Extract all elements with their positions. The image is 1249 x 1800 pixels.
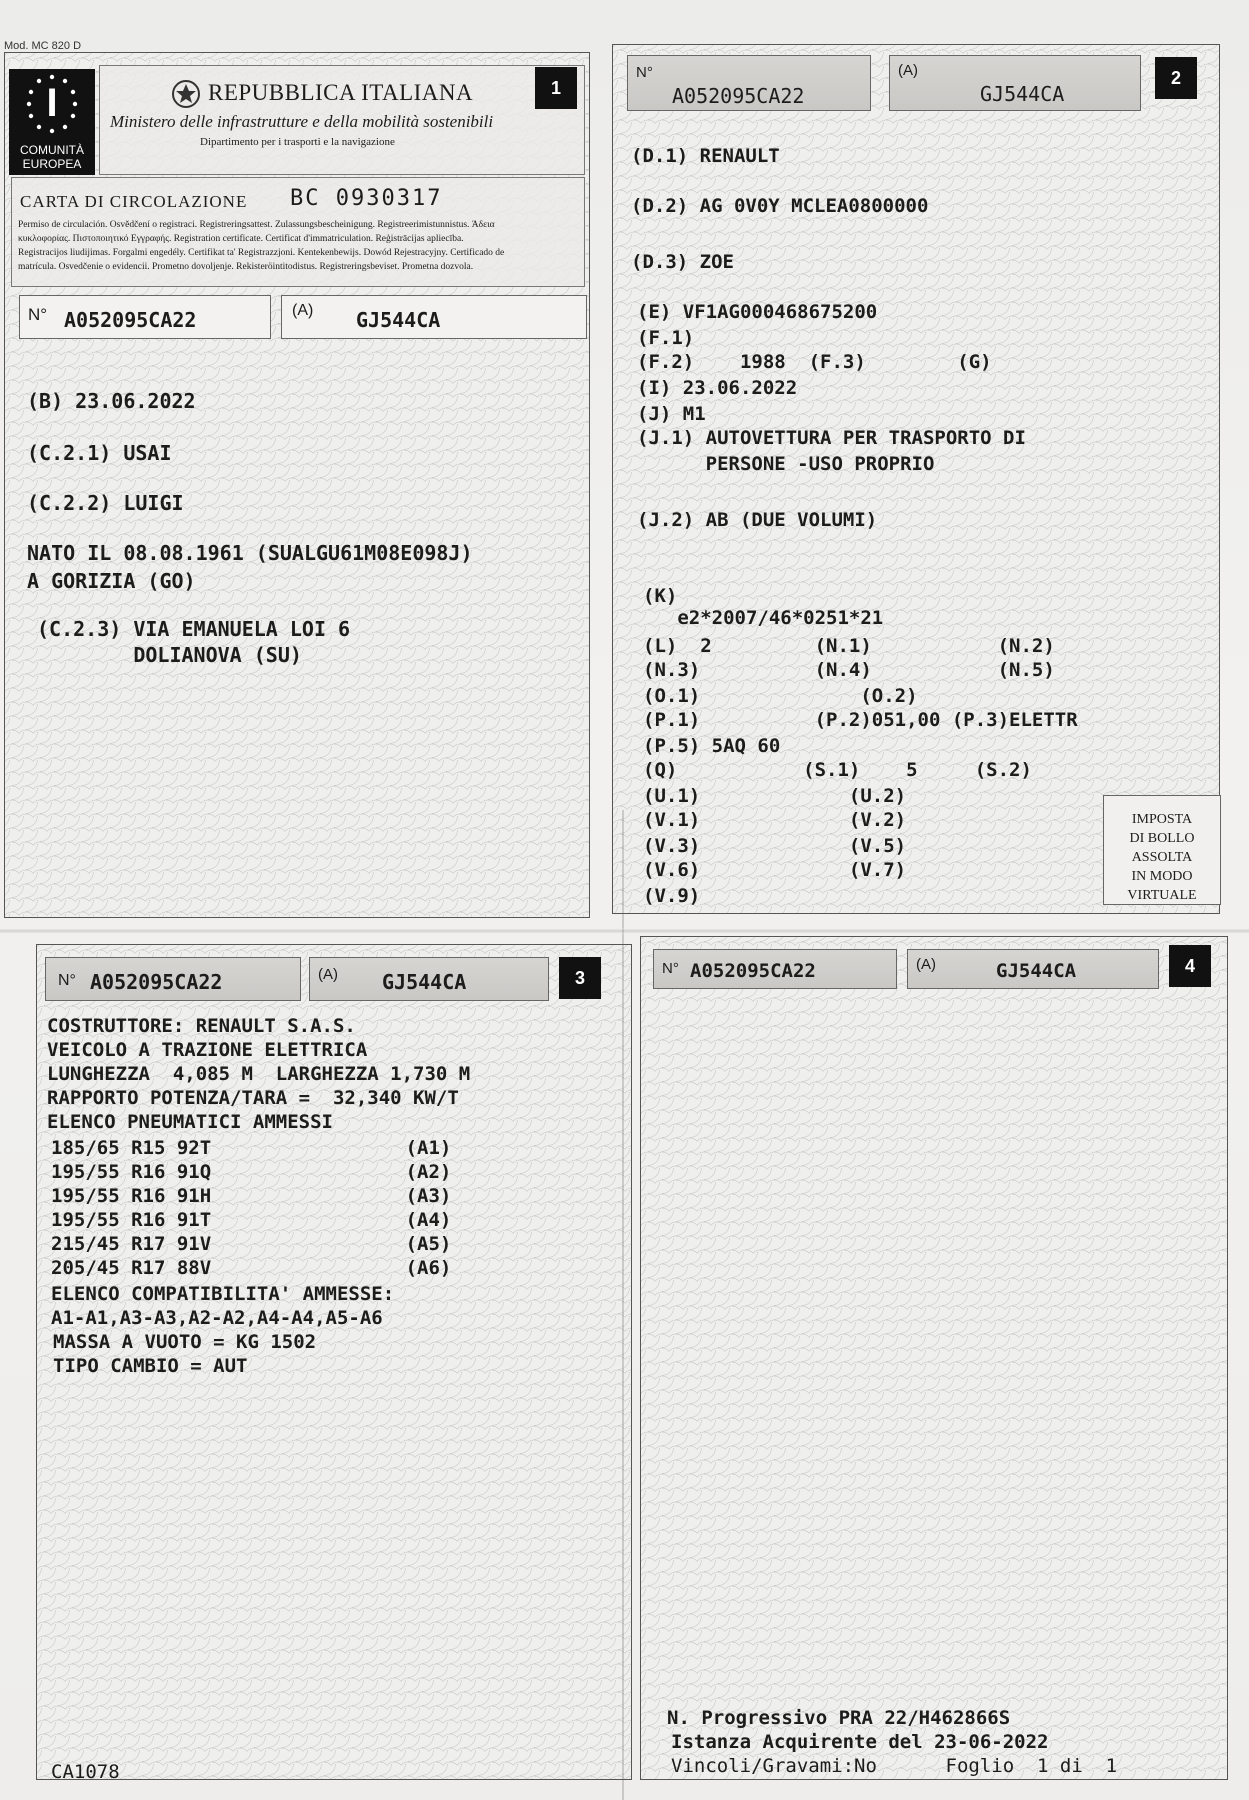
eu-label-2: EUROPEA xyxy=(22,157,82,171)
department-name: Dipartimento per i trasporti e la navigazione xyxy=(200,136,395,148)
panel-1-plate-box xyxy=(281,295,587,339)
field-k: (K) xyxy=(643,585,678,607)
tyre-a6: 205/45 R17 88V (A6) xyxy=(51,1257,452,1279)
field-v6-v7: (V.6) (V.7) xyxy=(643,859,907,881)
field-j1: (J.1) AUTOVETTURA PER TRASPORTO DI xyxy=(637,427,1026,449)
plate-value: GJ544CA xyxy=(996,960,1077,982)
field-j2: (J.2) AB (DUE VOLUMI) xyxy=(637,509,878,531)
tyre-a1: 185/65 R15 92T (A1) xyxy=(51,1137,452,1159)
plate-label: (A) xyxy=(318,966,338,983)
doc-number-value: A052095CA22 xyxy=(672,84,805,108)
eu-label-1: COMUNITÀ xyxy=(20,143,84,157)
field-f2-f3-g: (F.2) 1988 (F.3) (G) xyxy=(637,351,992,373)
field-n3-n4-n5: (N.3) (N.4) (N.5) xyxy=(643,659,1055,681)
field-q-s1-s2: (Q) (S.1) 5 (S.2) xyxy=(643,759,1032,781)
card-number: BC 0930317 xyxy=(290,186,443,211)
translations-line-1: Permiso de circulación. Osvědčení o registraci. Registreringsattest. Zulassungsbescheinigung. Registreerimistunnistus. Άδεια xyxy=(18,220,495,230)
stamp-duty-box xyxy=(1103,795,1221,905)
doc-number-label: N° xyxy=(58,972,76,989)
footer-code: CA1078 xyxy=(51,1761,120,1783)
doc-number-value: A052095CA22 xyxy=(690,960,816,982)
traction-line: VEICOLO A TRAZIONE ELETTRICA xyxy=(47,1039,368,1061)
tyre-a3: 195/55 R16 91H (A3) xyxy=(51,1185,452,1207)
registration-date: (B) 23.06.2022 xyxy=(27,389,196,413)
field-f1: (F.1) xyxy=(637,327,695,349)
buyer-request: Istanza Acquirente del 23-06-2022 xyxy=(671,1731,1049,1753)
pra-progressive: N. Progressivo PRA 22/H462866S xyxy=(667,1707,1011,1729)
field-v1-v2: (V.1) (V.2) xyxy=(643,809,907,831)
plate-label: (A) xyxy=(916,956,936,973)
plate-value: GJ544CA xyxy=(356,308,441,332)
republic-title: REPUBBLICA ITALIANA xyxy=(208,80,474,105)
owner-name: (C.2.2) LUIGI xyxy=(27,491,184,515)
panel-1-doc-number-box xyxy=(19,295,271,339)
tyre-a5: 215/45 R17 91V (A5) xyxy=(51,1233,452,1255)
owner-birth-place: A GORIZIA (GO) xyxy=(27,569,196,593)
compat-list: A1-A1,A3-A3,A2-A2,A4-A4,A5-A6 xyxy=(51,1307,383,1329)
doc-number-label: N° xyxy=(28,305,48,324)
owner-city: DOLIANOVA (SU) xyxy=(37,643,302,667)
stamp-line-1: IMPOSTA xyxy=(1131,812,1193,827)
manufacturer-line: COSTRUTTORE: RENAULT S.A.S. xyxy=(47,1015,356,1037)
panel-3 xyxy=(36,944,632,1783)
panel-4-number-badge: 4 xyxy=(1169,945,1211,987)
translations-line-3: Registracijos liudijimas. Forgalmi engedély. Certifikat ta' Registrazzjoni. Kentekenbewijs. Dowód Rejestracyjny. Certificado de xyxy=(18,248,505,258)
panel-2 xyxy=(612,44,1220,914)
field-e: (E) VF1AG000468675200 xyxy=(637,301,878,323)
field-o1-o2: (O.1) (O.2) xyxy=(643,685,918,707)
field-k-value: e2*2007/46*0251*21 xyxy=(643,607,884,629)
field-d3: (D.3) ZOE xyxy=(631,251,734,273)
field-p5: (P.5) 5AQ 60 xyxy=(643,735,781,757)
panel-2-doc-number-box xyxy=(627,55,871,111)
ministry-name: Ministero delle infrastrutture e della mobilità sostenibili xyxy=(110,112,494,131)
panel-3-plate-box xyxy=(309,957,549,1001)
panel-3-number-badge: 3 xyxy=(559,957,601,999)
translations-line-2: κυκλοφορίας. Πιστοποιητικό Εγγραφής. Registration certificate. Certificat d'immatriculation. Reģistrācijas apliecība. xyxy=(18,234,464,244)
doc-number-label: N° xyxy=(636,64,653,81)
dimensions-line: LUNGHEZZA 4,085 M LARGHEZZA 1,730 M xyxy=(47,1063,471,1085)
panel-4-doc-number-box xyxy=(653,949,897,989)
panel-2-plate-box xyxy=(889,55,1141,111)
plate-label: (A) xyxy=(898,62,918,79)
card-title: CARTA DI CIRCOLAZIONE xyxy=(20,192,248,211)
panel-1-header xyxy=(99,65,585,175)
panel-1-number-badge: 1 xyxy=(535,67,577,109)
field-d1: (D.1) RENAULT xyxy=(631,145,780,167)
plate-value: GJ544CA xyxy=(980,82,1065,106)
stamp-line-4: IN MODO xyxy=(1131,869,1193,884)
panel-4-plate-box xyxy=(907,949,1159,989)
stamp-line-2: DI BOLLO xyxy=(1129,831,1195,846)
field-v3-v5: (V.3) (V.5) xyxy=(643,835,907,857)
eu-country-code: I xyxy=(46,81,58,125)
eu-badge xyxy=(9,69,95,175)
field-d2: (D.2) AG 0V0Y MCLEA0800000 xyxy=(631,195,929,217)
power-ratio-line: RAPPORTO POTENZA/TARA = 32,340 KW/T xyxy=(47,1087,459,1109)
field-i: (I) 23.06.2022 xyxy=(637,377,798,399)
tyre-a4: 195/55 R16 91T (A4) xyxy=(51,1209,452,1231)
card-title-block xyxy=(11,177,585,287)
emblem-icon xyxy=(170,78,202,110)
compat-heading: ELENCO COMPATIBILITA' AMMESSE: xyxy=(51,1283,395,1305)
owner-surname: (C.2.1) USAI xyxy=(27,441,172,465)
panel-2-number-badge: 2 xyxy=(1155,57,1197,99)
plate-label: (A) xyxy=(292,302,314,319)
owner-address: (C.2.3) VIA EMANUELA LOI 6 xyxy=(37,617,351,641)
fold-line-horizontal xyxy=(0,928,1249,934)
panel-3-doc-number-box xyxy=(45,957,301,1001)
fold-line-vertical xyxy=(622,810,624,1800)
tyre-a2: 195/55 R16 91Q (A2) xyxy=(51,1161,452,1183)
form-code: Mod. MC 820 D xyxy=(4,40,82,52)
translations-line-4: matrícula. Osvedčenie o evidencii. Prometno dovoljenje. Rekisteröintitodistus. Registreringsbeviset. Prometna dozvola. xyxy=(18,262,474,272)
doc-number-label: N° xyxy=(662,960,679,977)
field-p1-p2-p3: (P.1) (P.2)051,00 (P.3)ELETTR xyxy=(643,709,1078,731)
stamp-line-5: VIRTUALE xyxy=(1127,888,1197,903)
tyres-heading: ELENCO PNEUMATICI AMMESSI xyxy=(47,1111,333,1133)
field-j1-cont: PERSONE -USO PROPRIO xyxy=(637,453,935,475)
panel-4 xyxy=(640,936,1228,1780)
gearbox-type: TIPO CAMBIO = AUT xyxy=(53,1355,248,1377)
panel-1 xyxy=(4,52,590,918)
plate-value: GJ544CA xyxy=(382,970,467,994)
liens-sheet: Vincoli/Gravami:No Foglio 1 di 1 xyxy=(671,1755,1118,1777)
field-l-n1-n2: (L) 2 (N.1) (N.2) xyxy=(643,635,1055,657)
owner-birth-info: NATO IL 08.08.1961 (SUALGU61M08E098J) xyxy=(27,541,473,565)
field-v9: (V.9) xyxy=(643,885,701,907)
doc-number-value: A052095CA22 xyxy=(90,970,223,994)
doc-number-value: A052095CA22 xyxy=(64,308,197,332)
field-j: (J) M1 xyxy=(637,403,706,425)
stamp-line-3: ASSOLTA xyxy=(1131,850,1193,865)
empty-mass: MASSA A VUOTO = KG 1502 xyxy=(53,1331,317,1353)
field-u1-u2: (U.1) (U.2) xyxy=(643,785,907,807)
